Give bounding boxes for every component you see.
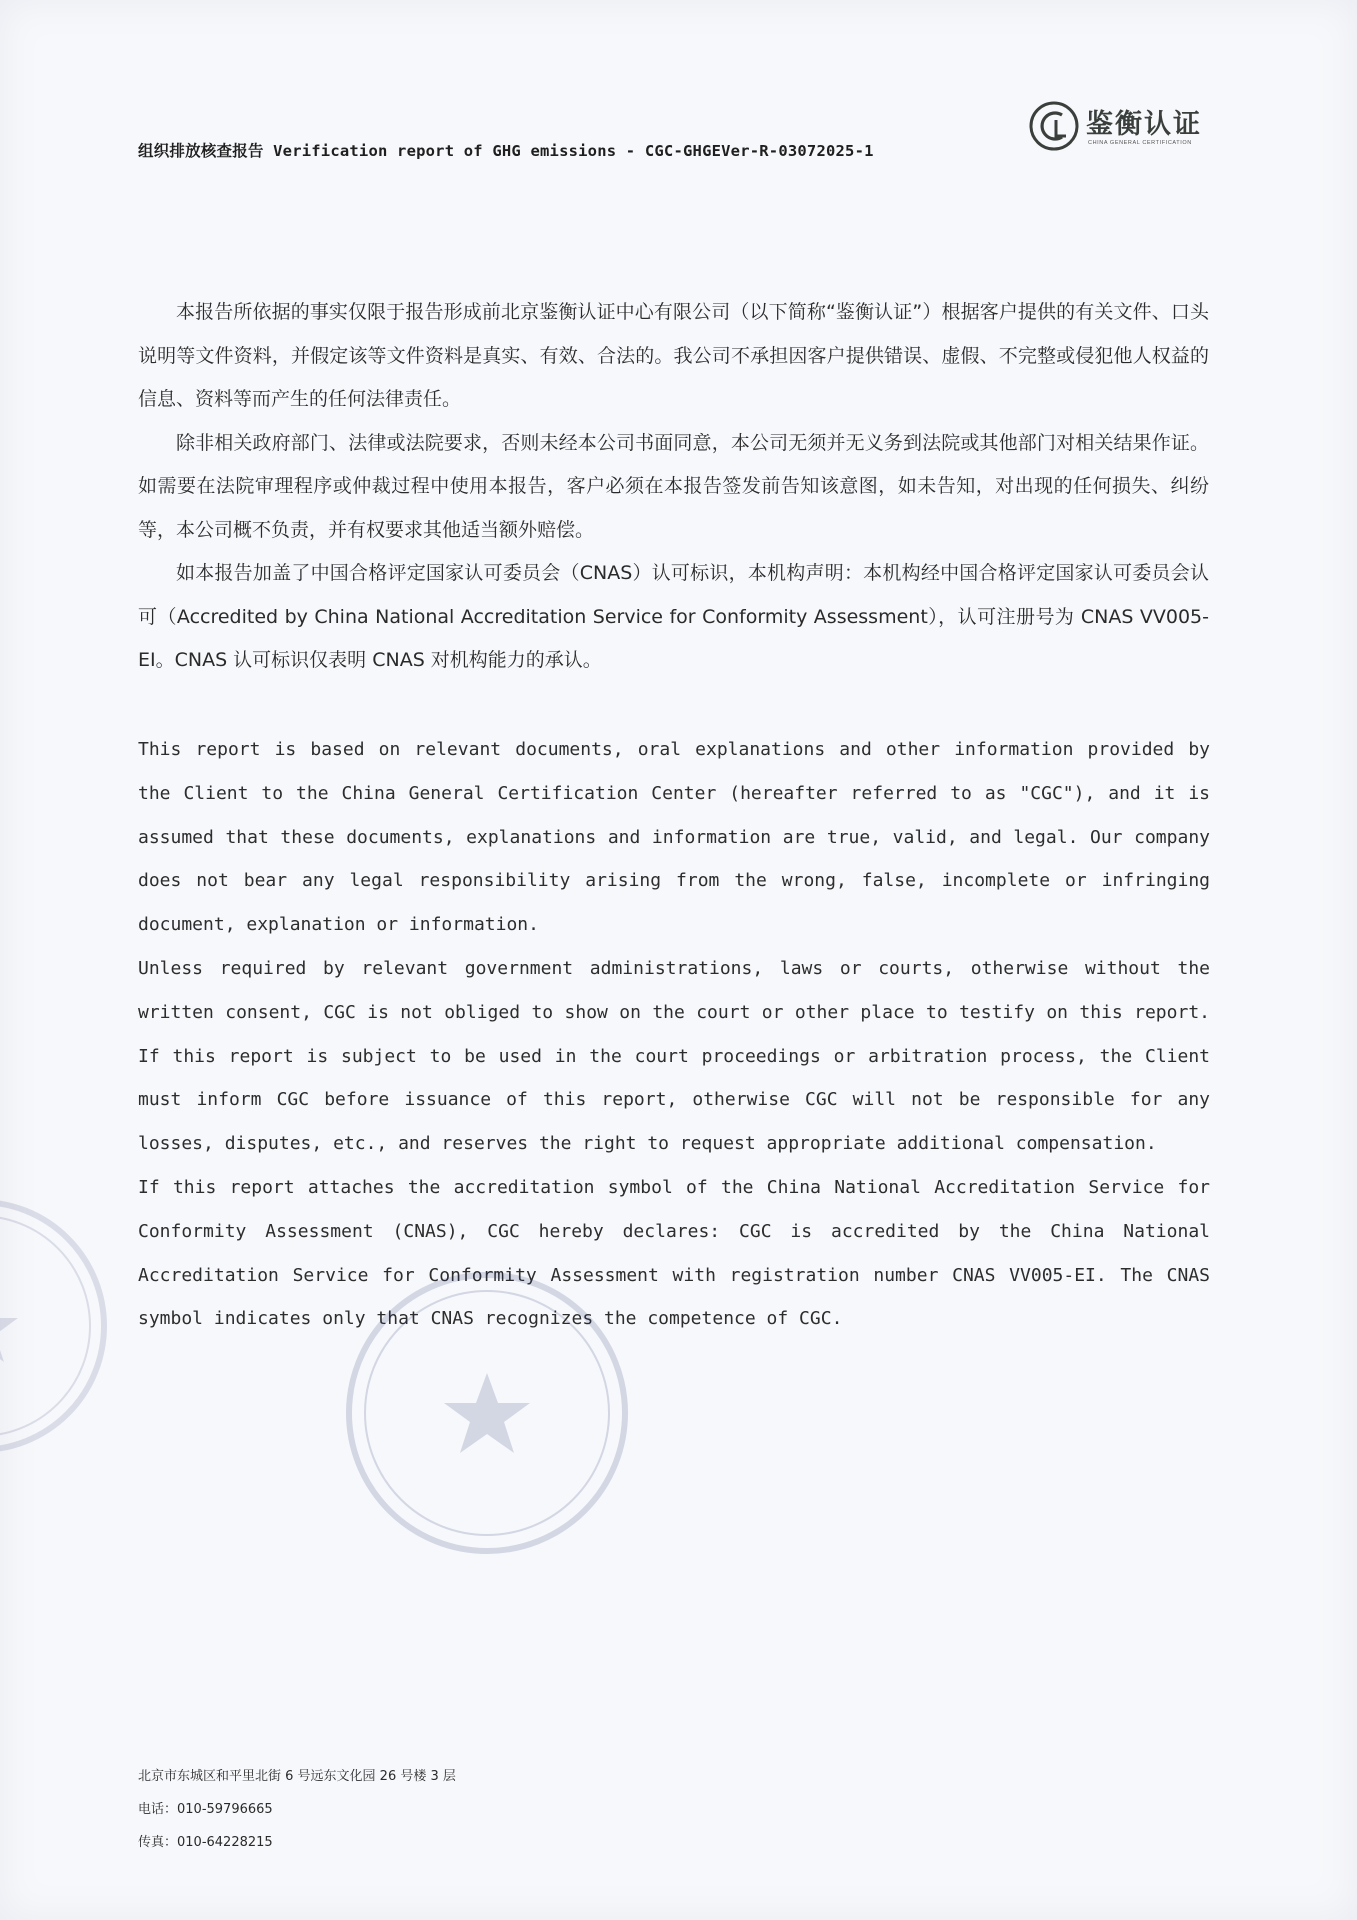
footer-phone: 电话：010-59796665 — [138, 1802, 273, 1817]
en-paragraph-1: This report is based on relevant documents, oral explanations and other information provided by the Client to the China General Certification Center (hereafter referred to as "CGC"), and it is assumed that these documents, explanations and information are true, valid, and legal. Our company does not bear any legal responsibility arising from the wrong, false, incomplete or infringing document, explanation or information. — [138, 739, 1210, 936]
seal-fragment-icon — [0, 1196, 110, 1456]
cgc-logo — [1024, 96, 1214, 156]
footer-fax: 传真：010-64228215 — [138, 1835, 273, 1850]
footer-contact — [138, 1760, 456, 1859]
cn-paragraph-1: 本报告所依据的事实仅限于报告形成前北京鉴衡认证中心有限公司（以下简称“鉴衡认证”）根据客户提供的有关文件、口头说明等文件资料，并假定该等文件资料是真实、有效、合法的。我公司不承担因客户提供错误、虚假、不完整或侵犯他人权益的信息、资料等而产生的任何法律责任。 — [138, 301, 1209, 410]
cn-paragraph-2: 除非相关政府部门、法律或法院要求，否则未经本公司书面同意，本公司无须并无义务到法院或其他部门对相关结果作证。如需要在法院审理程序或仲裁过程中使用本报告，客户必须在本报告签发前告知该意图，如未告知，对出现的任何损失、纠纷等，本公司概不负责，并有权要求其他适当额外赔偿。 — [138, 431, 1209, 541]
english-disclaimer — [138, 728, 1210, 1341]
logo-english-name: CHINA GENERAL CERTIFICATION — [1088, 140, 1192, 146]
chinese-disclaimer — [138, 291, 1209, 683]
footer-address: 北京市东城区和平里北街 6 号远东文化园 26 号楼 3 层 — [138, 1769, 456, 1784]
report-header-title: 组织排放核查报告 Verification report of GHG emissions - CGC-GHGEVer-R-03072025-1 — [138, 142, 874, 160]
en-paragraph-3: If this report attaches the accreditation symbol of the China National Accreditation Service for Conformity Assessment (CNAS), CGC hereby declares: CGC is accredited by the China National Accreditation Service for Conformity Assessment with registration number CNAS VV005-EI. The CNAS symbol indicates only that CNAS recognizes the competence of CGC. — [138, 1176, 1210, 1330]
cgc-logo-icon — [1028, 100, 1080, 152]
logo-chinese-name: 鉴衡认证 — [1086, 109, 1202, 140]
company-seal-icon — [342, 1268, 632, 1558]
cn-paragraph-3: 如本报告加盖了中国合格评定国家认可委员会（CNAS）认可标识，本机构声明：本机构经中国合格评定国家认可委员会认可（Accredited by China National Accreditation Service for Conformity Assessment），认可注册号为 CNAS VV005-EI。CNAS 认可标识仅表明 CNAS 对机构能力的承认。 — [138, 562, 1209, 671]
en-paragraph-2: Unless required by relevant government administrations, laws or courts, otherwise without the written consent, CGC is not obliged to show on the court or other place to testify on this report. If this report is subject to be used in the court proceedings or arbitration process, the Client must inform CGC before issuance of this report, otherwise CGC will not be responsible for any losses, disputes, etc., and reserves the right to request appropriate additional compensation. — [138, 957, 1210, 1155]
